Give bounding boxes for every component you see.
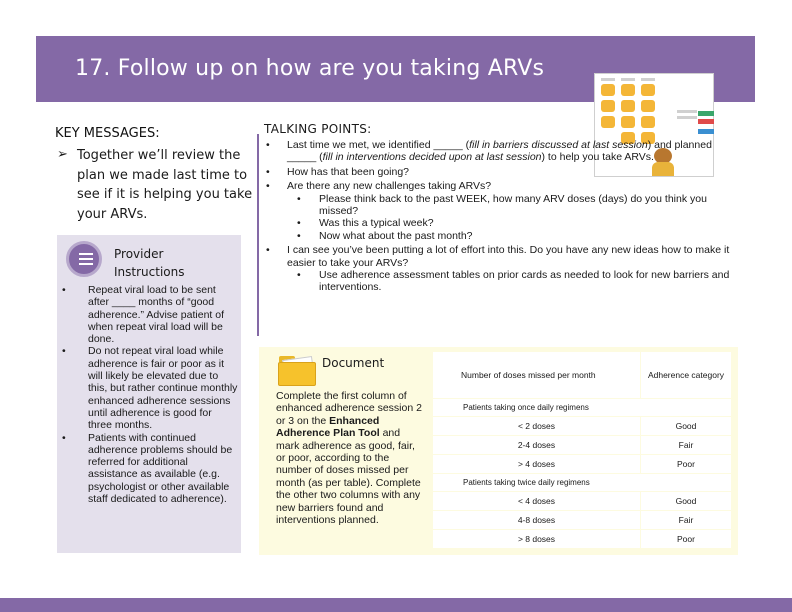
column-header-category: Adherence category <box>641 352 732 399</box>
doses-cell: < 2 doses <box>433 417 641 436</box>
status-pill-icon <box>698 119 714 124</box>
talking-points-divider <box>257 134 259 336</box>
figure-icon <box>641 116 655 128</box>
table-row <box>433 455 732 474</box>
doses-cell: > 4 doses <box>433 455 641 474</box>
talking-sub-point: • Now what about the past month? <box>263 230 743 242</box>
category-cell: Poor <box>641 455 732 474</box>
key-message: Together we’ll review the plan we made last time to see if it is helping you take your ARVs. <box>77 148 253 222</box>
document-instructions <box>276 390 426 526</box>
category-cell: Fair <box>641 511 732 530</box>
table-row <box>433 530 732 549</box>
text: and mark adherence as good, fair, or poor, according to the number of doses missed per month (as per table). Complete the other two columns with any new barriers found and interventions planned. <box>276 427 421 527</box>
talking-point: • Are there any new challenges taking ARVs? <box>263 180 743 192</box>
talking-points <box>263 139 743 294</box>
talking-sub-point: • Use adherence assessment tables on prior cards as needed to look for new barriers and interventions. <box>263 269 743 294</box>
thumbnail-caption <box>677 110 697 113</box>
page-title: 17. Follow up on how are you taking ARVs <box>75 56 545 81</box>
thumbnail-caption <box>677 116 697 119</box>
provider-instructions-list <box>62 284 238 505</box>
table-group-row <box>433 399 732 417</box>
text-italic: fill in interventions decided upon at last session <box>322 151 542 164</box>
table-row <box>433 511 732 530</box>
thumbnail-caption <box>641 78 655 81</box>
text: ) and planned _____ ( <box>287 139 712 164</box>
table-group-row <box>433 474 732 492</box>
category-cell: Good <box>641 492 732 511</box>
status-pill-icon <box>698 129 714 134</box>
list-item: • Do not repeat viral load while adherence is fair or poor as it will likely be elevated due to this, but rather continue monthly enhanced adherence sessions until adherence is good for three months. <box>62 345 238 431</box>
doses-cell: 4-8 doses <box>433 511 641 530</box>
talking-points-heading: TALKING POINTS: <box>264 122 372 136</box>
document-title: Document <box>322 356 385 370</box>
table-row <box>433 436 732 455</box>
doses-cell: > 8 doses <box>433 530 641 549</box>
talking-point <box>263 139 743 164</box>
column-header-doses: Number of doses missed per month <box>433 352 641 399</box>
folder-icon <box>275 352 317 386</box>
category-cell: Poor <box>641 530 732 549</box>
table-header-row <box>433 352 732 399</box>
list-item: • Repeat viral load to be sent after ____ months of “good adherence.” Advise patient of when repeat viral load will be done. <box>62 284 238 345</box>
list-item: • Patients with continued adherence problems should be referred for additional assistance as available (e.g. psychologist or other available staff dedicated to adherence). <box>62 432 238 506</box>
text-italic: fill in barriers discussed at last session <box>469 139 648 151</box>
group-label: Patients taking twice daily regimens <box>433 474 732 492</box>
figure-icon <box>601 100 615 112</box>
talking-sub-point: • Was this a typical week? <box>263 217 743 229</box>
text: ) to help you take ARVs. <box>541 151 654 164</box>
figure-icon <box>621 100 635 112</box>
arrow-bullet-icon: ➢ <box>57 147 68 162</box>
status-pill-icon <box>698 111 714 116</box>
figure-icon <box>641 84 655 96</box>
text: Complete the first column of enhanced adherence session 2 or 3 on the <box>276 390 422 427</box>
table-row <box>433 417 732 436</box>
thumbnail-caption <box>621 78 635 81</box>
talking-point: • I can see you’ve been putting a lot of effort into this. Do you have any new ideas how to make it easier to take your ARVs? <box>263 244 743 269</box>
provider-instructions-title: Provider Instructions <box>114 247 185 279</box>
thumbnail-caption <box>601 78 615 81</box>
checklist-icon <box>66 241 102 277</box>
text-bold: Enhanced Adherence Plan Tool <box>276 414 380 440</box>
doses-cell: 2-4 doses <box>433 436 641 455</box>
figure-icon <box>641 100 655 112</box>
talking-point: • How has that been going? <box>263 166 743 178</box>
adherence-table <box>432 351 732 549</box>
figure-icon <box>601 84 615 96</box>
figure-icon <box>621 116 635 128</box>
category-cell: Good <box>641 417 732 436</box>
doses-cell: < 4 doses <box>433 492 641 511</box>
figure-icon <box>621 84 635 96</box>
group-label: Patients taking once daily regimens <box>433 399 732 417</box>
table-row <box>433 492 732 511</box>
footer-bar <box>0 598 792 612</box>
category-cell: Fair <box>641 436 732 455</box>
text: Last time we met, we identified _____ ( <box>287 139 470 151</box>
talking-sub-point: • Please think back to the past WEEK, how many ARV doses (days) do you think you missed? <box>263 193 743 218</box>
figure-icon <box>601 116 615 128</box>
key-messages-heading: KEY MESSAGES: <box>55 126 160 141</box>
